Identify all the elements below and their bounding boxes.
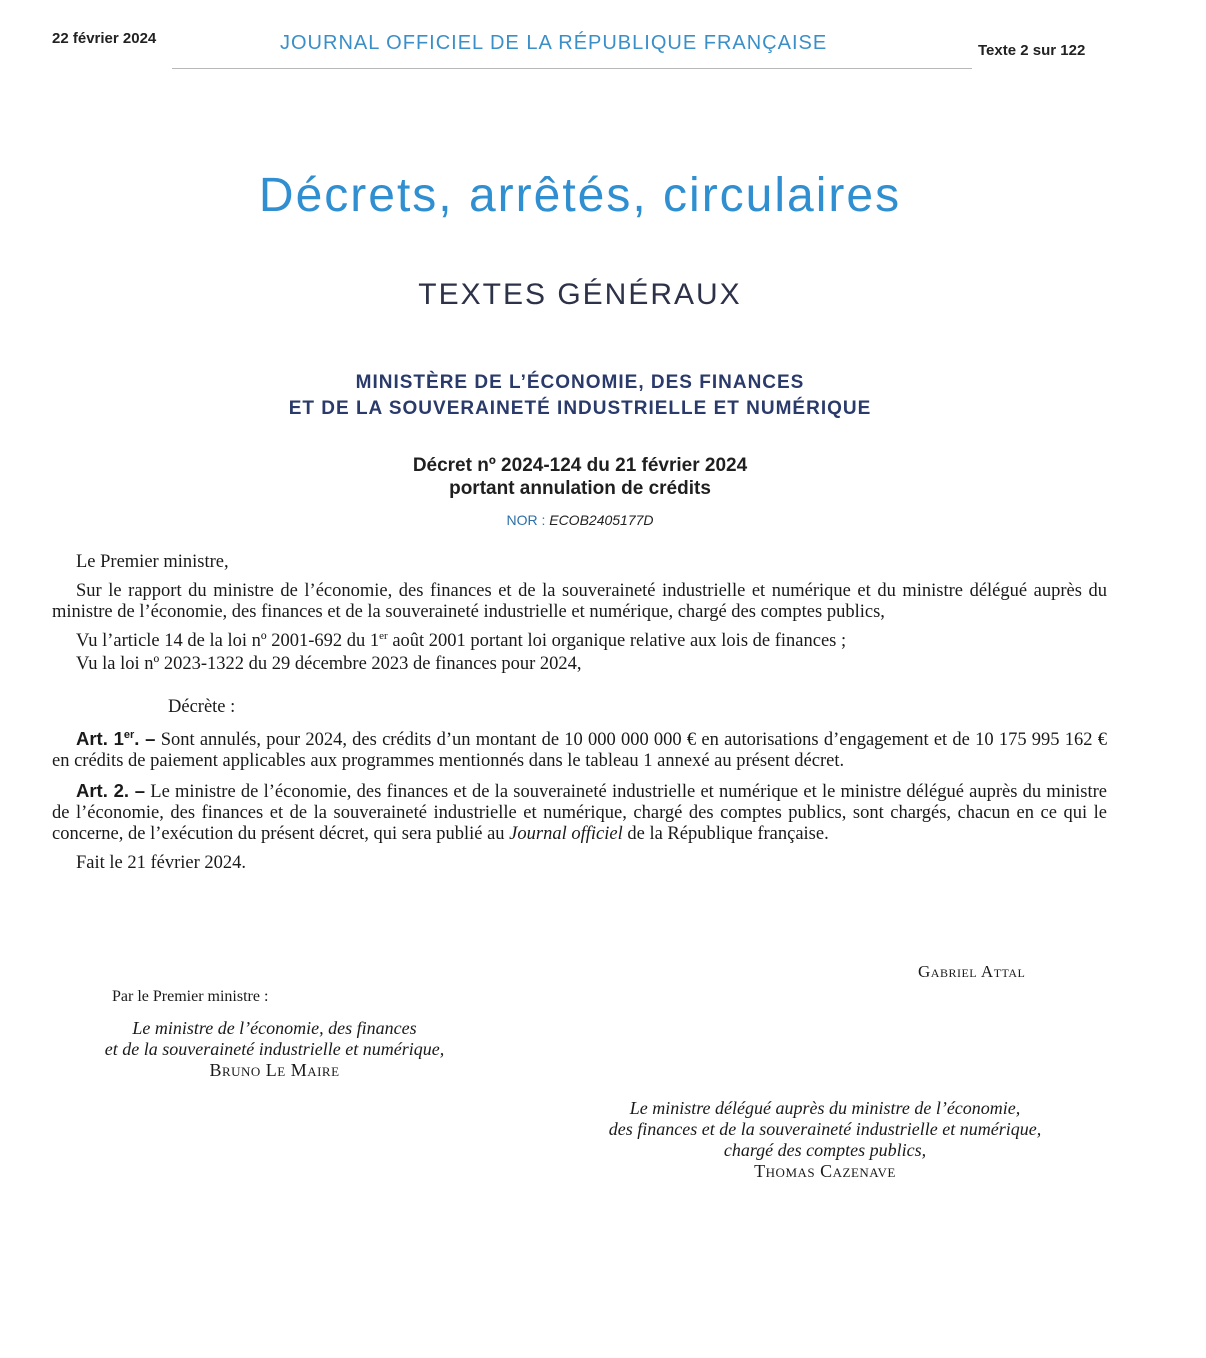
vu-1-text-end: août 2001 portant loi organique relative aux lois de finances ; [387,631,847,651]
decree-title [0,454,1160,500]
section-title: TEXTES GÉNÉRAUX [418,278,742,311]
article-2-text: Le ministre de l’économie, des finances et de la souveraineté industrielle et numérique et le ministre délégué auprès du ministre de l’économie, des finances et de la souveraineté industrielle et numérique, chargé des comptes publics, sont chargés, chacun en ce qui le concerne, de l’exécution du présent décret, qui sera publié au [52,782,1108,844]
decree-title-line-2: portant annulation de crédits [449,478,711,499]
decree-body [52,552,1107,882]
minister-role-line-1: Le ministre de l’économie, des finances [132,1018,417,1038]
vu-1-text: Vu l’article 14 de la loi nº 2001-692 du 1 [76,631,380,651]
header-journal-title: JOURNAL OFFICIEL DE LA RÉPUBLIQUE FRANÇAISE [280,32,828,54]
minister-name: Bruno Le Maire [209,1060,340,1080]
article-1 [52,728,1107,772]
article-1-superscript: er [123,728,135,741]
nor-label: NOR : [506,512,546,528]
minister-role-line-2: et de la souveraineté industrielle et numérique, [104,1039,445,1059]
article-2-label: Art. 2. – [76,780,146,801]
main-title: Décrets, arrêtés, circulaires [258,169,902,222]
article-1-label [76,728,155,749]
vu-1-superscript: er [379,629,388,642]
vu-paragraph-2: Vu la loi nº 2023-1322 du 29 décembre 2023 de finances pour 2024, [76,654,582,674]
header-text-counter: Texte 2 sur 122 [978,42,1086,59]
article-2 [52,780,1107,845]
signature-premier-ministre: Gabriel Attal [918,962,1026,981]
ministry-line-1: MINISTÈRE DE L’ÉCONOMIE, DES FINANCES [355,372,805,393]
header-rule [172,68,972,69]
decree-title-line-1: Décret nº 2024-124 du 21 février 2024 [412,455,748,476]
delegate-name: Thomas Cazenave [754,1161,896,1181]
delegate-role-line-2: des finances et de la souveraineté industrielle et numérique, [608,1119,1042,1139]
signature-block-minister [52,1018,497,1081]
vu-paragraph-1 [52,631,1107,652]
decrete-line: Décrète : [168,697,236,717]
article-2-text-end: de la République française. [622,824,829,844]
opening-line: Le Premier ministre, [76,552,229,572]
article-2-journal-italic: Journal officiel [509,824,623,844]
ministry-line-2: ET DE LA SOUVERAINETÉ INDUSTRIELLE ET NUMÉRIQUE [288,398,872,419]
header-date: 22 février 2024 [52,30,157,47]
article-1-text: Sont annulés, pour 2024, des crédits d’un montant de 10 000 000 000 € en autorisations d’engagement et de 10 175 995 162 € en crédits de paiement applicables aux programmes mentionnés dans le tableau 1 annexé au présent décret. [52,730,1107,771]
rapport-paragraph: Sur le rapport du ministre de l’économie, des finances et de la souveraineté industrielle et numérique et du ministre délégué auprès du ministre de l’économie, des finances et de la souveraineté industrielle et numérique, chargé des comptes publics, [52,581,1107,622]
fait-line: Fait le 21 février 2024. [76,853,247,873]
ministry-heading [0,370,1160,422]
delegate-role-line-3: chargé des comptes publics, [723,1140,927,1160]
delegate-role-line-1: Le ministre délégué auprès du ministre de l’économie, [629,1098,1021,1118]
par-le-premier-ministre: Par le Premier ministre : [112,988,269,1005]
nor-reference [0,512,1160,528]
nor-value: ECOB2405177D [549,512,654,528]
article-1-dash: . – [134,728,156,749]
article-1-label-text: Art. 1 [76,728,124,749]
signature-block-delegate-minister [520,1098,1130,1182]
